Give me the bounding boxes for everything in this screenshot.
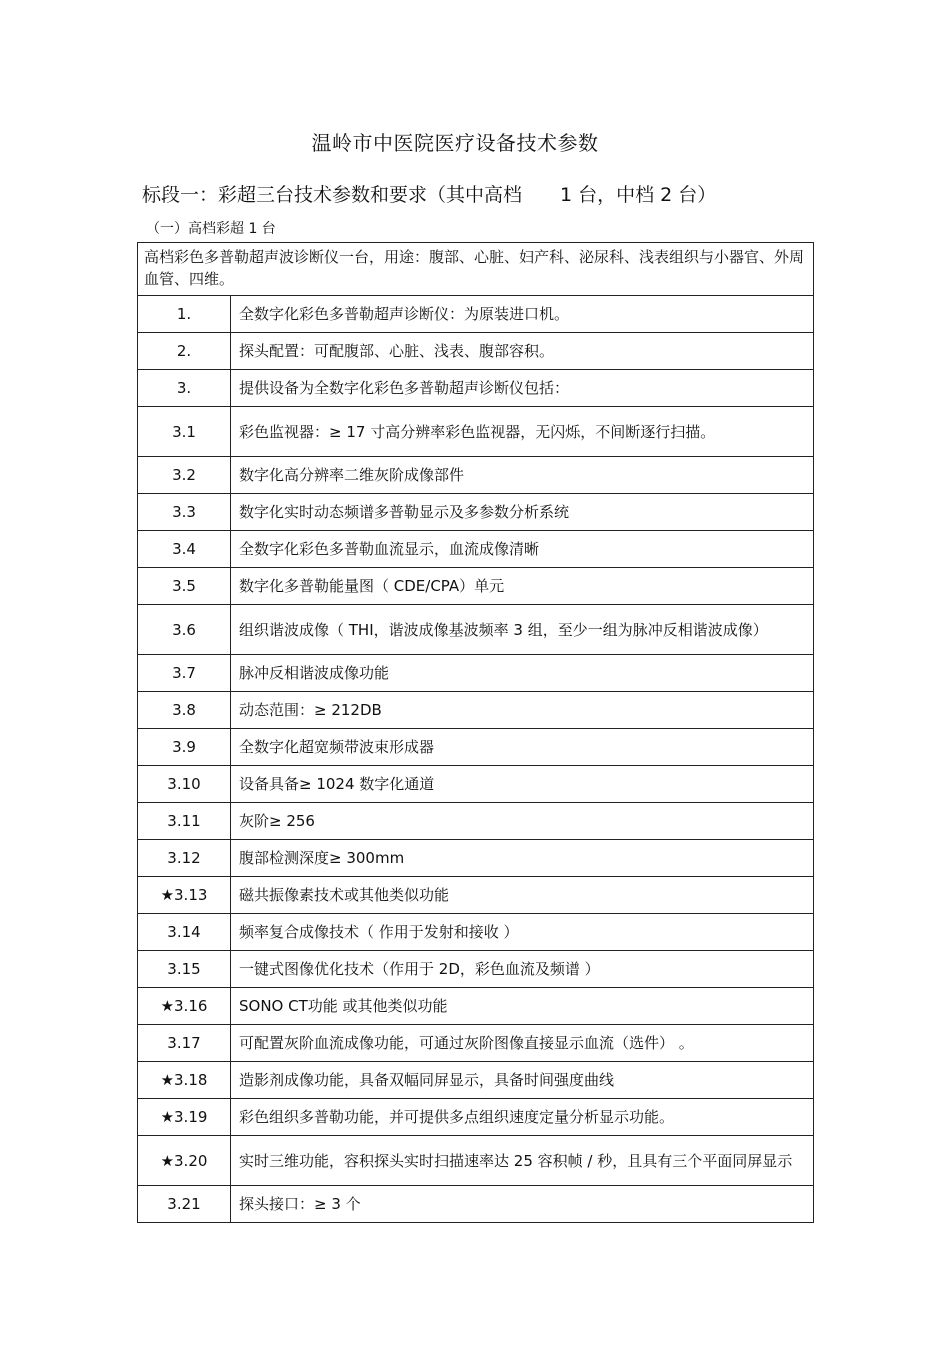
- row-number: 3.: [138, 370, 231, 407]
- spec-table-body: [138, 243, 814, 1223]
- row-description: 全数字化彩色多普勒血流显示，血流成像清晰: [231, 531, 814, 568]
- row-description: 实时三维功能，容积探头实时扫描速率达 25 容积帧 / 秒，且具有三个平面同屏显示: [231, 1136, 814, 1186]
- row-description: 提供设备为全数字化彩色多普勒超声诊断仪包括：: [231, 370, 814, 407]
- row-number: ★3.18: [138, 1062, 231, 1099]
- row-description: 灰阶≥ 256: [231, 803, 814, 840]
- row-number: 3.10: [138, 766, 231, 803]
- table-row: [138, 1186, 814, 1223]
- row-description: 一键式图像优化技术（作用于 2D，彩色血流及频谱 ）: [231, 951, 814, 988]
- table-row: [138, 655, 814, 692]
- row-description: 磁共振像素技术或其他类似功能: [231, 877, 814, 914]
- table-row: [138, 951, 814, 988]
- row-number: 3.17: [138, 1025, 231, 1062]
- row-number: 1.: [138, 296, 231, 333]
- row-description: 探头接口：≥ 3 个: [231, 1186, 814, 1223]
- table-row: [138, 1136, 814, 1186]
- row-number: 3.3: [138, 494, 231, 531]
- row-description: 频率复合成像技术（ 作用于发射和接收 ）: [231, 914, 814, 951]
- row-number: 3.12: [138, 840, 231, 877]
- row-number: 3.5: [138, 568, 231, 605]
- table-row: [138, 877, 814, 914]
- intro-row: [138, 243, 814, 296]
- table-row: [138, 766, 814, 803]
- row-number: ★3.16: [138, 988, 231, 1025]
- row-description: 数字化高分辨率二维灰阶成像部件: [231, 457, 814, 494]
- table-row: [138, 729, 814, 766]
- section-title: 标段一：彩超三台技术参数和要求（其中高档 1 台，中档 2 台）: [142, 184, 717, 206]
- table-row: [138, 494, 814, 531]
- row-number: ★3.13: [138, 877, 231, 914]
- row-number: 3.15: [138, 951, 231, 988]
- table-row: [138, 988, 814, 1025]
- row-description: 全数字化彩色多普勒超声诊断仪：为原装进口机。: [231, 296, 814, 333]
- row-description: 数字化实时动态频谱多普勒显示及多参数分析系统: [231, 494, 814, 531]
- row-description: 组织谐波成像（ THI，谐波成像基波频率 3 组，至少一组为脉冲反相谐波成像）: [231, 605, 814, 655]
- row-description: 数字化多普勒能量图（ CDE/CPA）单元: [231, 568, 814, 605]
- table-row: [138, 568, 814, 605]
- row-description: 造影剂成像功能，具备双幅同屏显示，具备时间强度曲线: [231, 1062, 814, 1099]
- table-row: [138, 692, 814, 729]
- table-row: [138, 914, 814, 951]
- table-row: [138, 1062, 814, 1099]
- table-row: [138, 370, 814, 407]
- row-number: 3.21: [138, 1186, 231, 1223]
- table-row: [138, 333, 814, 370]
- row-description: 腹部检测深度≥ 300mm: [231, 840, 814, 877]
- row-number: 3.9: [138, 729, 231, 766]
- row-number: 3.1: [138, 407, 231, 457]
- row-number: 3.7: [138, 655, 231, 692]
- row-description: 动态范围：≥ 212DB: [231, 692, 814, 729]
- row-number: 3.6: [138, 605, 231, 655]
- sub-section-title: （一）高档彩超 1 台: [146, 221, 276, 237]
- row-description: 设备具备≥ 1024 数字化通道: [231, 766, 814, 803]
- row-number: 3.2: [138, 457, 231, 494]
- row-number: ★3.20: [138, 1136, 231, 1186]
- row-number: 3.8: [138, 692, 231, 729]
- row-number: ★3.19: [138, 1099, 231, 1136]
- row-description: 彩色监视器：≥ 17 寸高分辨率彩色监视器，无闪烁，不间断逐行扫描。: [231, 407, 814, 457]
- table-row: [138, 605, 814, 655]
- table-row: [138, 407, 814, 457]
- row-description: 彩色组织多普勒功能，并可提供多点组织速度定量分析显示功能。: [231, 1099, 814, 1136]
- row-description: 脉冲反相谐波成像功能: [231, 655, 814, 692]
- table-row: [138, 457, 814, 494]
- row-number: 2.: [138, 333, 231, 370]
- row-description: SONO CT功能 或其他类似功能: [231, 988, 814, 1025]
- row-description: 探头配置：可配腹部、心脏、浅表、腹部容积。: [231, 333, 814, 370]
- spec-table: [137, 242, 814, 1223]
- table-row: [138, 803, 814, 840]
- row-number: 3.11: [138, 803, 231, 840]
- table-row: [138, 1099, 814, 1136]
- row-number: 3.4: [138, 531, 231, 568]
- table-row: [138, 296, 814, 333]
- row-description: 可配置灰阶血流成像功能，可通过灰阶图像直接显示血流（选件） 。: [231, 1025, 814, 1062]
- row-number: 3.14: [138, 914, 231, 951]
- table-row: [138, 531, 814, 568]
- intro-text: 高档彩色多普勒超声波诊断仪一台，用途：腹部、心脏、妇产科、泌尿科、浅表组织与小器官、外周血管、四维。: [138, 243, 814, 296]
- document-title: 温岭市中医院医疗设备技术参数: [311, 131, 599, 155]
- table-row: [138, 1025, 814, 1062]
- table-row: [138, 840, 814, 877]
- row-description: 全数字化超宽频带波束形成器: [231, 729, 814, 766]
